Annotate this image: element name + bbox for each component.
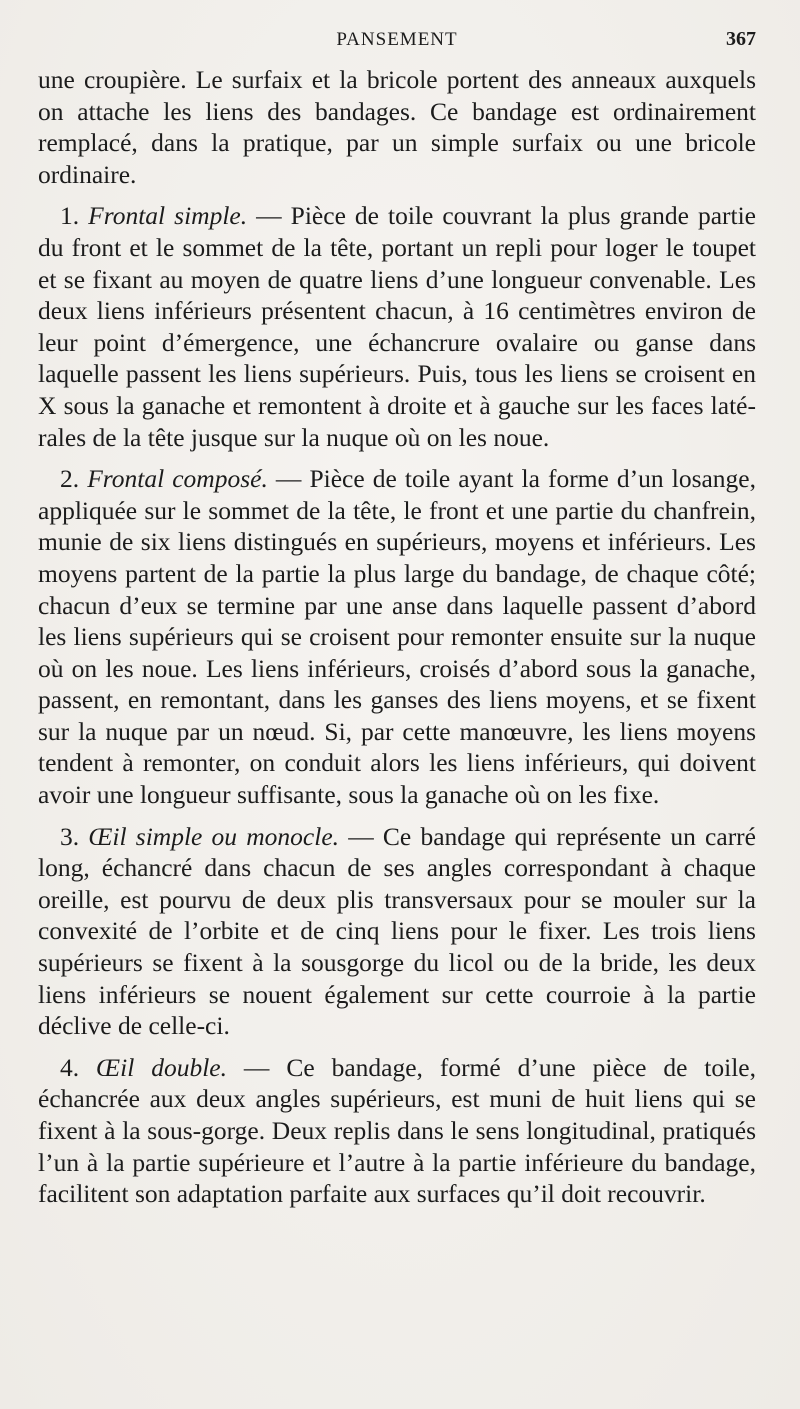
paragraph-continuation — [38, 64, 756, 190]
running-head — [38, 28, 756, 64]
paragraph-text: une croupière. Le surfaix et la bricole portent des anneaux auxquels on attache les liens des bandages. Ce bandage est ordinairement remplacé, dans la pratique, par un simple surfaix ou une bricole ordinaire. — [38, 65, 756, 189]
paragraph-number: 2. — [60, 464, 80, 494]
paragraph-text: — Pièce de toile ayant la forme d’un losange, appliquée sur le sommet de la tête, le front et une partie du chanfrein, munie de six liens distingués en supérieurs, moyens et inférieurs. Les moyens partent de la partie la plus large du bandage, de chaque côté; chacun d’eux se termine par une anse dans laquelle passent d’abord les liens supérieurs qui se croisent pour remonter ensuite sur la nuque où on les noue. Les liens inférieurs, croisés d’abord sous la ganache, passent, en remontant, dans les ganses des liens moyens, et se fixent sur la nuque par un nœud. Si, par cette manœuvre, les liens moyens tendent à remonter, on conduit alors les liens inférieurs, qui doivent avoir une longueur suffisante, sous la ganache où on les fixe. — [38, 464, 757, 810]
paragraph-oeil-double — [38, 1052, 756, 1210]
paragraph-heading: Œil simple ou monocle. — [88, 821, 340, 851]
paragraph-text: — Ce bandage qui représente un carré long, échancré dans chacun de ses angles correspondant à chaque oreille, est pourvu de deux plis transversaux pour se mouler sur la convexité de l’orbite et de cinq liens pour le fixer. Les trois liens supérieurs se fixent à la sousgorge du licol ou de la bride, les deux liens inférieurs se nouent également sur cette courroie à la partie déclive de celle-ci. — [38, 821, 756, 1041]
paragraph-text: — Pièce de toile couvrant la plus grande partie du front et le sommet de la tête, portant un repli pour loger le toupet et se fixant au moyen de quatre liens d’une longueur convenable. Les deux liens inférieurs présentent chacun, à 16 centimètres environ de leur point d’émergence, une échancrure ovalaire ou ganse dans laquelle passent les liens supérieurs. Puis, tous les liens se croisent en X sous la ganache et remontent à droite et à gauche sur les faces latérales de la tête jusque sur la nuque où on les noue. — [38, 201, 756, 452]
body-text — [38, 64, 756, 1210]
paragraph-heading: Frontal composé. — [87, 464, 268, 494]
paragraph-number: 4. — [60, 1052, 80, 1082]
paragraph-oeil-simple — [38, 821, 756, 1042]
paragraph-frontal-simple — [38, 200, 756, 453]
page-number: 367 — [726, 28, 756, 50]
running-title: PANSEMENT — [336, 29, 458, 50]
paragraph-number: 3. — [60, 821, 80, 851]
paragraph-frontal-compose — [38, 463, 756, 811]
paragraph-text: — Ce bandage, formé d’une pièce de toile, échancrée aux deux angles supérieurs, est muni de huit liens qui se fixent à la sous-gorge. Deux replis dans le sens longitudinal, pratiqués l’un à la partie supérieure et l’autre à la partie inférieure du bandage, facilitent son adaptation parfaite aux surfaces qu’il doit recouvrir. — [38, 1052, 757, 1209]
paragraph-number: 1. — [60, 201, 80, 231]
paragraph-heading: Œil double. — [96, 1052, 227, 1082]
paragraph-heading: Frontal simple. — [88, 201, 248, 231]
